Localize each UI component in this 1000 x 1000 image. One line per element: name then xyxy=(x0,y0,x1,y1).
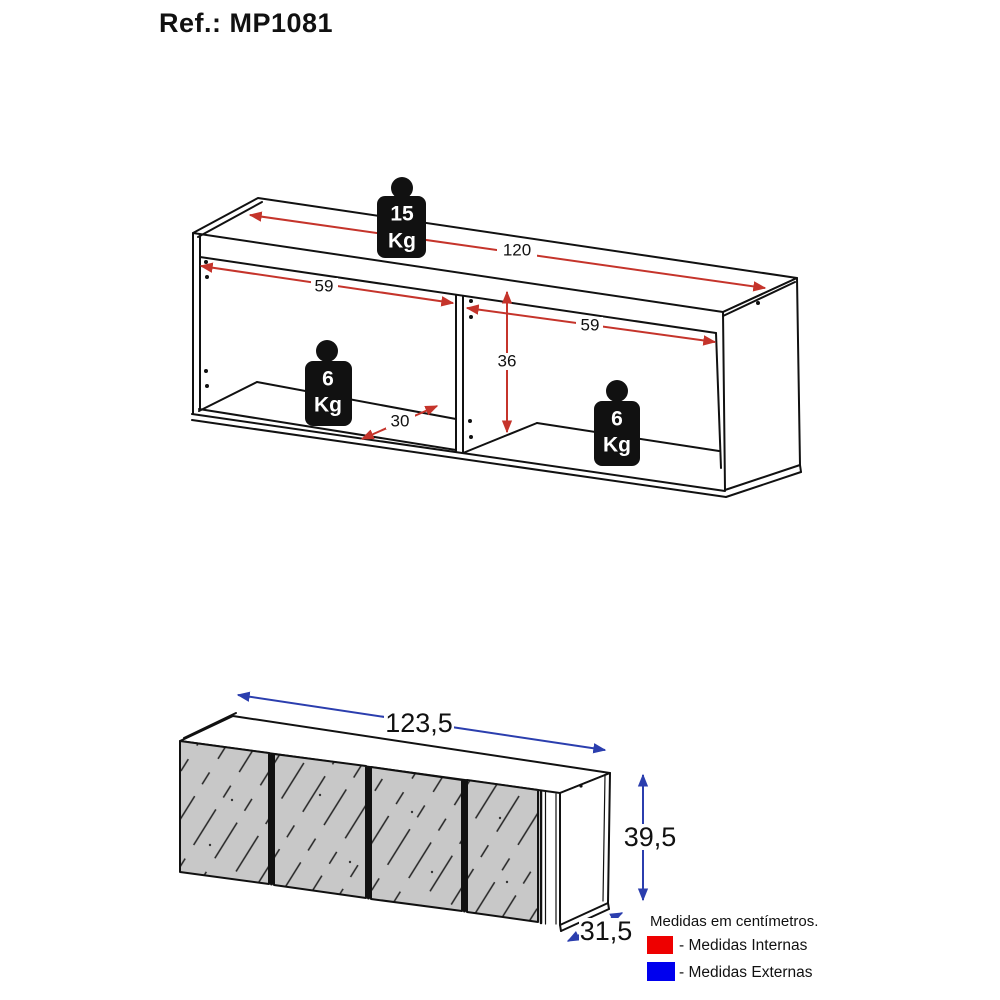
open-cabinet-drawing xyxy=(192,198,801,497)
dimension-external-depth: 31,5 xyxy=(579,916,633,946)
legend-external-swatch xyxy=(647,962,675,981)
mirror-door-1 xyxy=(180,741,269,884)
mirror-door-4 xyxy=(467,780,538,922)
weight-icon-left-compartment xyxy=(305,340,352,426)
weight-top-value: 15 xyxy=(390,202,414,226)
weight-icon-right-compartment xyxy=(594,380,640,466)
page-title: Ref.: MP1081 xyxy=(159,8,334,38)
mirror-door-2 xyxy=(274,754,366,898)
weight-right-value: 6 xyxy=(611,407,623,431)
dimension-internal-depth: 30 xyxy=(390,411,410,431)
dimension-external-width: 123,5 xyxy=(385,708,453,738)
weight-icon-top xyxy=(377,177,426,258)
mirror-door-3 xyxy=(371,767,462,911)
external-measurements-diagram xyxy=(180,695,676,946)
dimension-internal-right-width: 59 xyxy=(580,315,600,335)
closed-cabinet-side-panel xyxy=(560,773,610,925)
legend-internal-swatch xyxy=(647,936,673,954)
closed-cabinet-drawing xyxy=(180,713,610,931)
weight-right-unit: Kg xyxy=(603,433,631,457)
legend-external-label: - Medidas Externas xyxy=(679,964,813,981)
weight-left-unit: Kg xyxy=(314,393,342,417)
weight-top-unit: Kg xyxy=(388,229,416,253)
dimension-internal-height: 36 xyxy=(497,351,517,371)
dimension-internal-total-width: 120 xyxy=(502,240,532,260)
legend-note: Medidas em centímetros. xyxy=(650,913,819,930)
legend-internal-label: - Medidas Internas xyxy=(679,937,808,954)
cabinet-top-face xyxy=(193,198,797,312)
dimension-external-height: 39,5 xyxy=(623,822,677,852)
dimension-internal-left-width: 59 xyxy=(314,276,334,296)
legend xyxy=(647,913,818,981)
internal-measurements-diagram xyxy=(192,177,801,497)
weight-left-value: 6 xyxy=(322,367,334,391)
